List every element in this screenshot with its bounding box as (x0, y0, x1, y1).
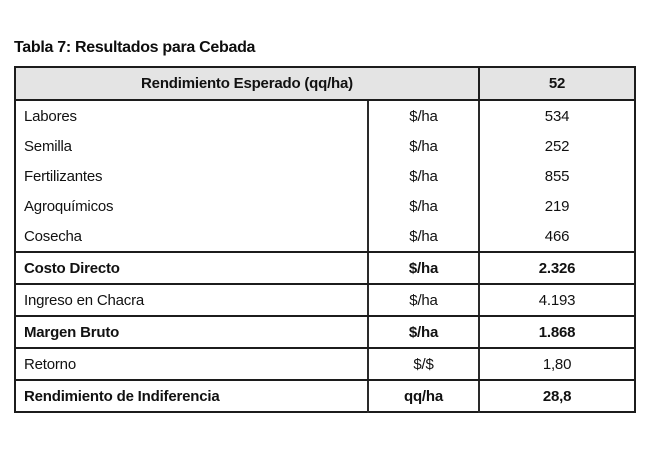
table-row (15, 221, 635, 252)
row-value: 466 (479, 221, 635, 252)
table-row-total (15, 316, 635, 348)
row-value: 28,8 (479, 380, 635, 412)
row-unit: qq/ha (368, 380, 479, 412)
row-label: Rendimiento de Indiferencia (15, 380, 368, 412)
row-label: Margen Bruto (15, 316, 368, 348)
header-yield-value: 52 (479, 67, 635, 100)
row-value: 855 (479, 161, 635, 191)
row-unit: $/ha (368, 284, 479, 316)
header-yield-label: Rendimiento Esperado (qq/ha) (15, 67, 479, 100)
row-label: Retorno (15, 348, 368, 380)
table-row (15, 191, 635, 221)
table-row (15, 284, 635, 316)
row-unit: $/ha (368, 131, 479, 161)
row-value: 534 (479, 100, 635, 131)
row-value: 252 (479, 131, 635, 161)
row-value: 1.868 (479, 316, 635, 348)
row-unit: $/ha (368, 191, 479, 221)
row-label: Agroquímicos (15, 191, 368, 221)
table-row-total (15, 380, 635, 412)
table-row (15, 131, 635, 161)
table-row (15, 161, 635, 191)
table-row (15, 348, 635, 380)
table-row (15, 100, 635, 131)
row-value: 1,80 (479, 348, 635, 380)
row-value: 2.326 (479, 252, 635, 284)
row-label: Semilla (15, 131, 368, 161)
row-unit: $/$ (368, 348, 479, 380)
header-row (15, 67, 635, 100)
row-label: Labores (15, 100, 368, 131)
row-value: 4.193 (479, 284, 635, 316)
row-value: 219 (479, 191, 635, 221)
table-title: Tabla 7: Resultados para Cebada (14, 39, 256, 56)
row-unit: $/ha (368, 221, 479, 252)
row-label: Fertilizantes (15, 161, 368, 191)
row-unit: $/ha (368, 100, 479, 131)
row-unit: $/ha (368, 161, 479, 191)
row-unit: $/ha (368, 316, 479, 348)
row-label: Cosecha (15, 221, 368, 252)
row-unit: $/ha (368, 252, 479, 284)
results-table (14, 66, 636, 413)
table-row-total (15, 252, 635, 284)
row-label: Ingreso en Chacra (15, 284, 368, 316)
row-label: Costo Directo (15, 252, 368, 284)
